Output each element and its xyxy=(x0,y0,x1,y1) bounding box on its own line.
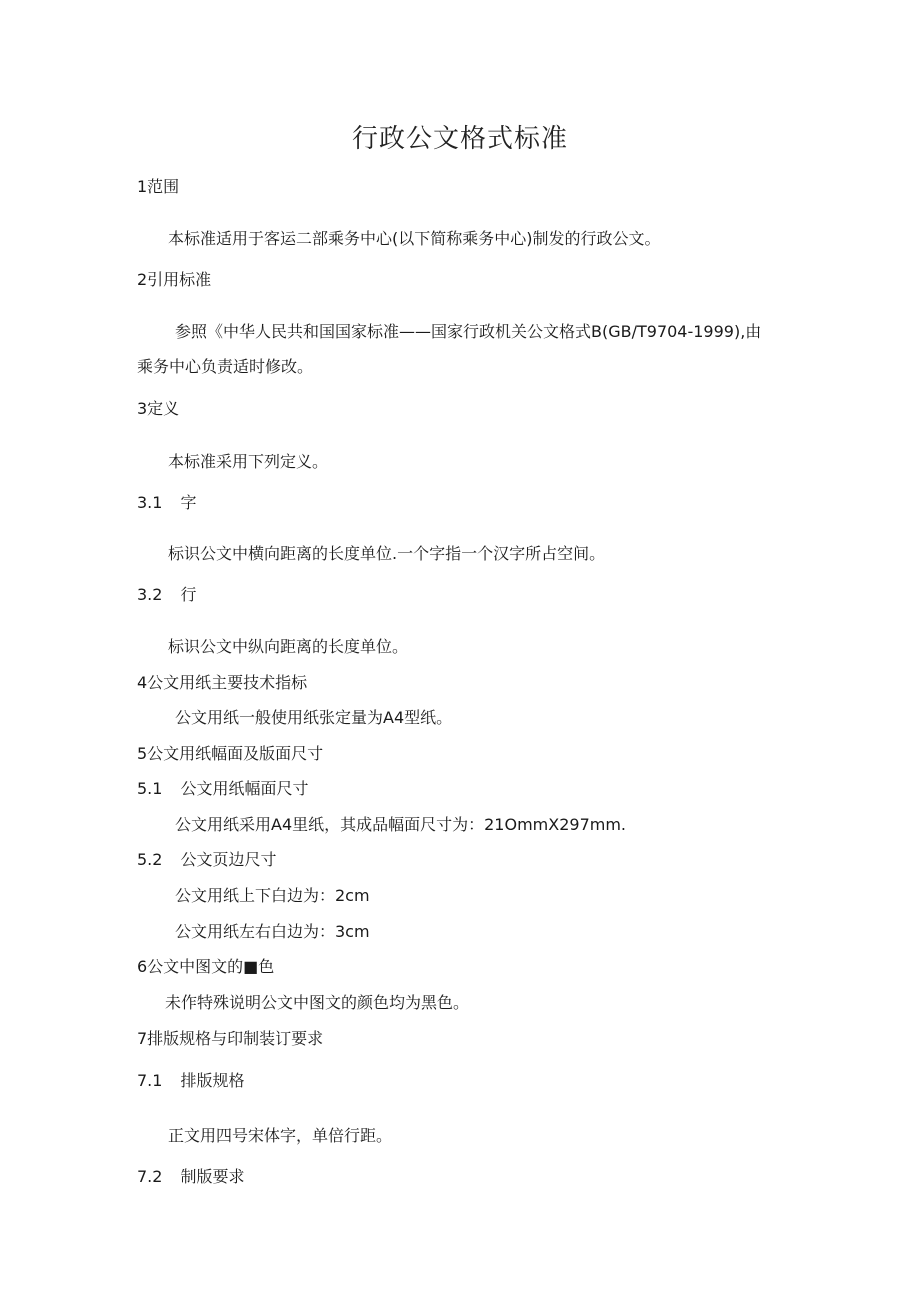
section-3-text: 本标准采用下列定义。 xyxy=(168,452,329,471)
section-7-2-number: 7.2 xyxy=(137,1167,163,1186)
section-6-text: 未作特殊说明公文中图文的颜色均为黑色。 xyxy=(165,993,470,1012)
section-5-1-label: 公文用纸幅面尺寸 xyxy=(180,779,309,798)
section-5-2-text-left-right: 公文用纸左右白边为：3cm xyxy=(175,922,370,941)
document-title: 行政公文格式标准 xyxy=(351,124,568,154)
section-3-2-label: 行 xyxy=(180,585,197,604)
section-3-heading: 3定义 xyxy=(137,399,180,418)
section-5-heading: 5公文用纸幅面及版面尺寸 xyxy=(137,744,324,763)
section-3-2-number: 3.2 xyxy=(137,585,163,604)
section-5-1-text: 公文用纸采用A4里纸，其成品幅面尺寸为：21OmmX297mm. xyxy=(175,815,627,834)
section-2-text-line-2: 乘务中心负责适时修改。 xyxy=(137,357,314,376)
section-5-2-number: 5.2 xyxy=(137,850,163,869)
section-5-2-heading xyxy=(137,850,276,870)
section-6-heading: 6公文中图文的■色 xyxy=(137,957,275,976)
section-7-1-label: 排版规格 xyxy=(180,1071,245,1090)
section-1-text: 本标准适用于客运二部乘务中心(以下简称乘务中心)制发的行政公文。 xyxy=(168,229,661,248)
section-7-1-number: 7.1 xyxy=(137,1071,163,1090)
section-1-heading: 1范围 xyxy=(137,177,180,196)
section-3-1-text: 标识公文中横向距离的长度单位.一个字指一个汉字所占空间。 xyxy=(168,544,606,563)
section-5-1-number: 5.1 xyxy=(137,779,163,798)
section-5-2-text-top-bottom: 公文用纸上下白边为：2cm xyxy=(175,886,370,905)
section-3-1-number: 3.1 xyxy=(137,493,163,512)
section-7-2-heading xyxy=(137,1167,244,1187)
section-3-2-text: 标识公文中纵向距离的长度单位。 xyxy=(168,637,409,656)
section-7-1-heading xyxy=(137,1071,244,1091)
section-5-2-label: 公文页边尺寸 xyxy=(180,850,277,869)
section-2-heading: 2引用标准 xyxy=(137,270,212,289)
section-7-2-label: 制版要求 xyxy=(180,1167,245,1186)
section-5-1-heading xyxy=(137,779,308,799)
section-4-text: 公文用纸一般使用纸张定量为A4型纸。 xyxy=(175,708,453,727)
section-2-text-line-1: 参照《中华人民共和国国家标准——国家行政机关公文格式B(GB/T9704-1999),由 xyxy=(175,322,762,341)
section-3-2-heading xyxy=(137,585,196,605)
section-3-1-label: 字 xyxy=(180,493,197,512)
section-4-heading: 4公文用纸主要技术指标 xyxy=(137,673,308,692)
section-7-1-text: 正文用四号宋体字，单倍行距。 xyxy=(168,1126,393,1145)
section-3-1-heading xyxy=(137,493,196,513)
section-7-heading: 7排版规格与印制装订要求 xyxy=(137,1029,324,1048)
